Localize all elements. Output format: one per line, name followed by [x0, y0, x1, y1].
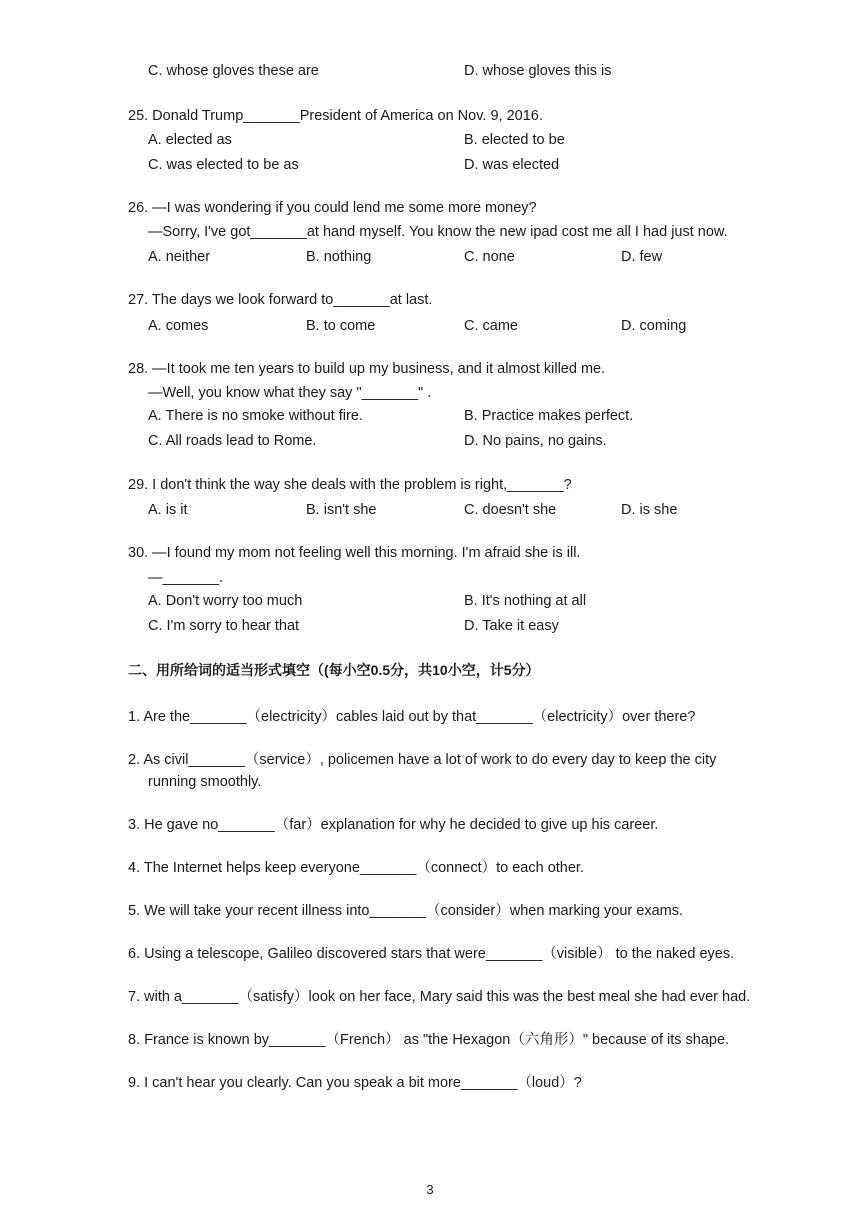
fill-item-8: 8. France is known by_______（French） as "the Hexagon（六角形）" because of its shape. [128, 1032, 730, 1048]
q28-option-c: C. All roads lead to Rome. [148, 433, 317, 449]
q29-option-a: A. is it [148, 502, 188, 518]
q24-option-c: C. whose gloves these are [148, 63, 319, 79]
section-heading: 二、用所给词的适当形式填空（(每小空0.5分，共10小空，计5分） [128, 662, 540, 678]
q24-option-d: D. whose gloves this is [464, 63, 612, 79]
q30-option-c: C. I'm sorry to hear that [148, 618, 300, 634]
q25-option-d: D. was elected [464, 157, 560, 173]
q26-option-c: C. none [464, 249, 515, 265]
q27-option-a: A. comes [148, 318, 209, 334]
q29-stem: 29. I don't think the way she deals with the problem is right,_______? [128, 477, 572, 493]
q28-option-d: D. No pains, no gains. [464, 433, 607, 449]
q26-option-a: A. neither [148, 249, 211, 265]
q28-option-b: B. Practice makes perfect. [464, 408, 634, 424]
q30-stem-reply: —_______. [148, 570, 223, 586]
q25-option-b: B. elected to be [464, 132, 565, 148]
fill-item-9: 9. I can't hear you clearly. Can you speak a bit more_______（loud）? [128, 1075, 582, 1091]
fill-item-2: 2. As civil_______（service）, policemen have a lot of work to do every day to keep the city [128, 752, 717, 768]
q27-option-d: D. coming [621, 318, 687, 334]
q26-option-d: D. few [621, 249, 663, 265]
fill-item-2-continued: running smoothly. [148, 774, 262, 790]
q30-stem: 30. —I found my mom not feeling well this morning. I'm afraid she is ill. [128, 545, 581, 561]
q29-option-b: B. isn't she [306, 502, 377, 518]
q27-option-c: C. came [464, 318, 518, 334]
q29-option-d: D. is she [621, 502, 678, 518]
q25-stem: 25. Donald Trump_______President of America on Nov. 9, 2016. [128, 108, 543, 124]
q26-stem-reply: —Sorry, I've got_______at hand myself. You know the new ipad cost me all I had just now. [148, 224, 728, 240]
q25-option-c: C. was elected to be as [148, 157, 299, 173]
fill-item-4: 4. The Internet helps keep everyone_______（connect）to each other. [128, 860, 584, 876]
q30-option-d: D. Take it easy [464, 618, 559, 634]
fill-item-7: 7. with a_______（satisfy）look on her face, Mary said this was the best meal she had ever had. [128, 989, 751, 1005]
fill-item-3: 3. He gave no_______（far）explanation for why he decided to give up his career. [128, 817, 659, 833]
q27-option-b: B. to come [306, 318, 376, 334]
fill-item-1: 1. Are the_______（electricity）cables laid out by that_______（electricity）over there? [128, 709, 696, 725]
q26-option-b: B. nothing [306, 249, 372, 265]
q29-option-c: C. doesn't she [464, 502, 557, 518]
fill-item-5: 5. We will take your recent illness into_______（consider）when marking your exams. [128, 903, 684, 919]
q30-option-b: B. It's nothing at all [464, 593, 587, 609]
page-number: 3 [426, 1182, 434, 1197]
q27-stem: 27. The days we look forward to_______at last. [128, 292, 433, 308]
q28-stem-reply: —Well, you know what they say "_______" . [148, 385, 432, 401]
q25-option-a: A. elected as [148, 132, 232, 148]
fill-item-6: 6. Using a telescope, Galileo discovered stars that were_______（visible） to the naked eyes. [128, 946, 735, 962]
q28-option-a: A. There is no smoke without fire. [148, 408, 363, 424]
q30-option-a: A. Don't worry too much [148, 593, 303, 609]
q28-stem: 28. —It took me ten years to build up my business, and it almost killed me. [128, 361, 606, 377]
q26-stem: 26. —I was wondering if you could lend me some more money? [128, 200, 537, 216]
